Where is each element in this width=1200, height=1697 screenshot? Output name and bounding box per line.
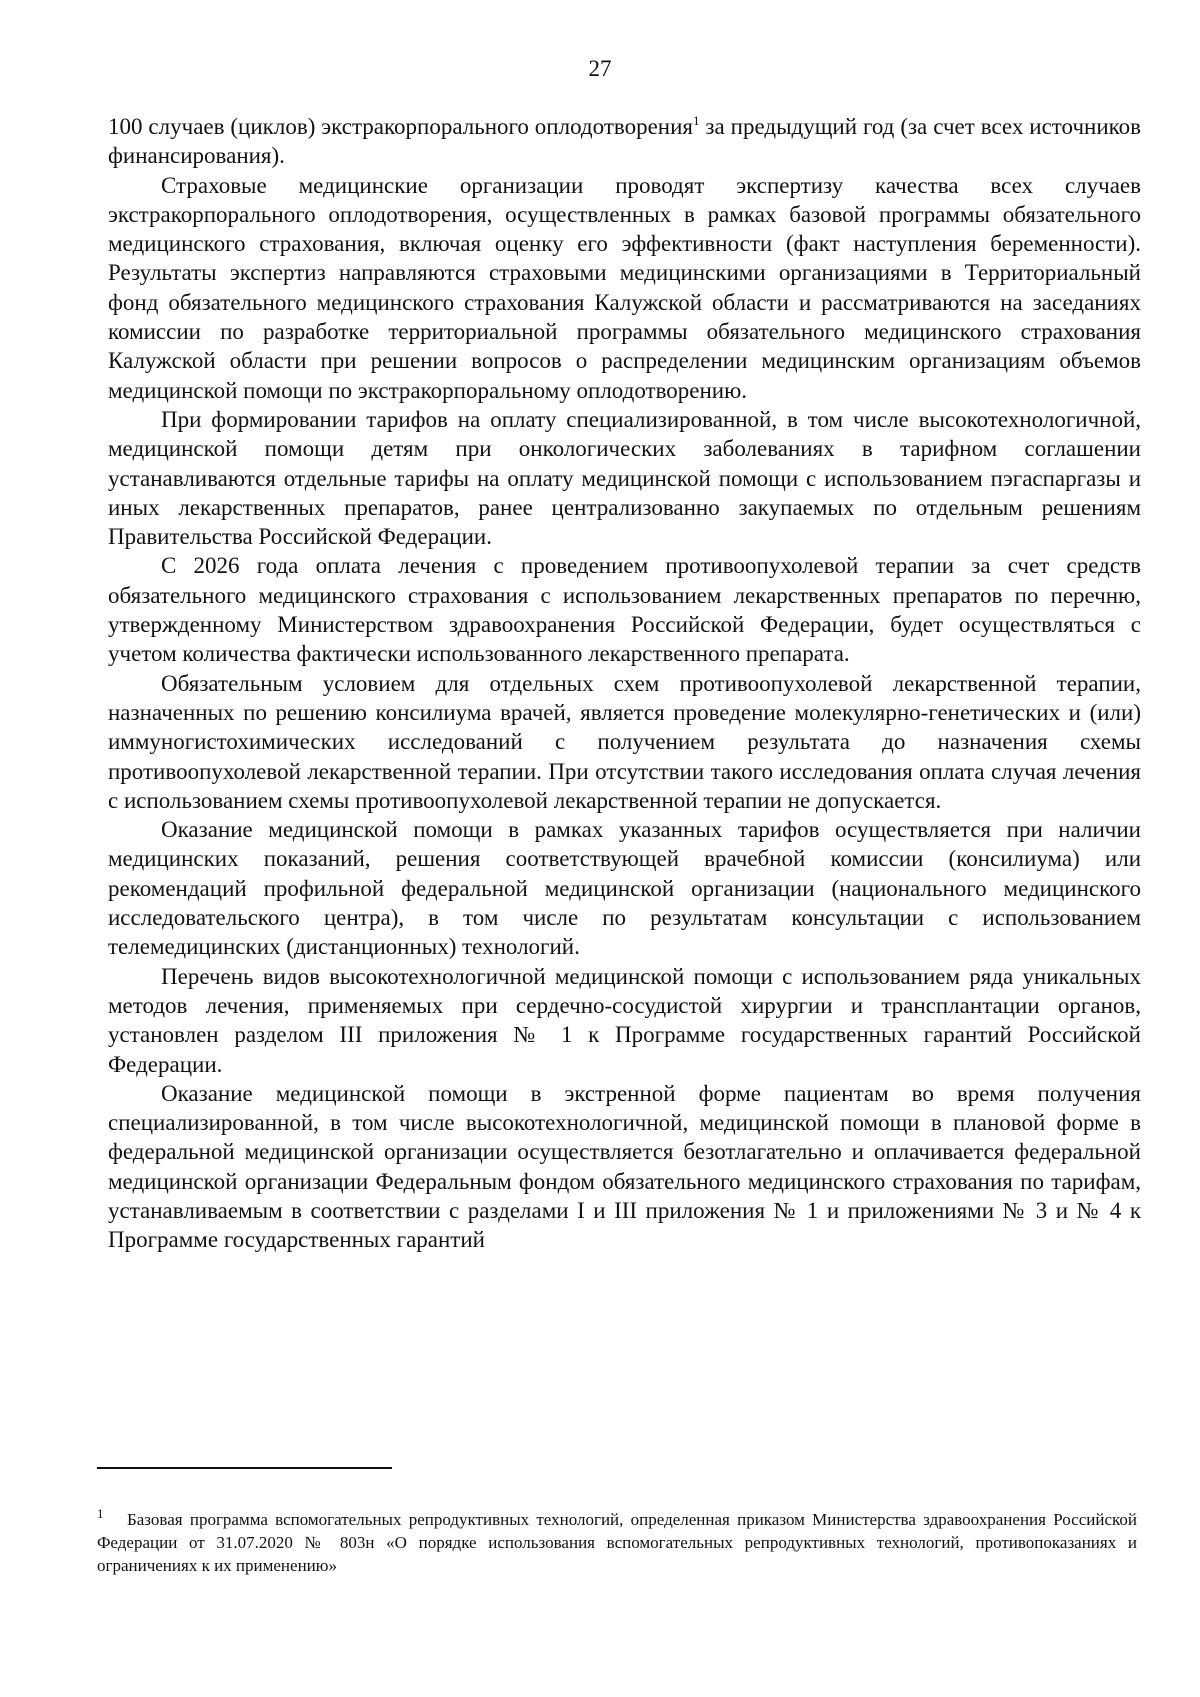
- paragraph-high-tech-list: Перечень видов высокотехнологичной медицинской помощи с использованием ряда уникальных методов лечения, применяемых при сердечно-сосудистой хирургии и трансплантации органов, установлен разделом III приложения № 1 к Программе государственных гарантий Российской Федерации.: [108, 963, 1141, 1077]
- document-body: [108, 112, 1141, 1255]
- footnote-divider: [97, 1467, 392, 1469]
- paragraph-text-after-footnote: за предыдущий год (за счет всех источников финансирования).: [108, 114, 1141, 169]
- paragraph-text: 100 случаев (циклов) экстракорпорального оплодотворения: [108, 114, 693, 139]
- paragraph-emergency-care: Оказание медицинской помощи в экстренной форме пациентам во время получения специализированной, в том числе высокотехнологичной, медицинской помощи в плановой форме в федеральной медицинской организации осуществляется безотлагательно и оплачивается федеральной медицинской организации Федеральным фондом обязательного медицинского страхования по тарифам, устанавливаемым в соответствии с разделами I и III приложения № 1 и приложениями № 3 и № 4 к Программе государственных гарантий: [108, 1080, 1141, 1253]
- footnote-text: Базовая программа вспомогательных репродуктивных технологий, определенная приказом Министерства здравоохранения Российской Федерации от 31.07.2020 № 803н «О порядке использования вспомогательных репродуктивных технологий, противопоказаниях и ограничениях к их применению»: [97, 1510, 1137, 1575]
- paragraph-mandatory-condition: Обязательным условием для отдельных схем противоопухолевой лекарственной терапии, назначенных по решению консилиума врачей, является проведение молекулярно-генетических и (или) иммуногистохимических исследований с получением результата до назначения схемы противоопухолевой лекарственной терапии. При отсутствии такого исследования оплата случая лечения с использованием схемы противоопухолевой лекарственной терапии не допускается.: [108, 670, 1141, 813]
- paragraph-continuation: [108, 112, 1141, 171]
- footnote: 1 Базовая программа вспомогательных репродуктивных технологий, определенная приказом Министерства здравоохранения Российской Федерации от 31.07.2020 № 803н «О порядке использования вспомогательных репродуктивных технологий, противопоказаниях и ограничениях к их применению»: [97, 1506, 1137, 1575]
- page-number: 27: [588, 56, 612, 81]
- footnote-reference: 1: [692, 113, 700, 128]
- paragraph-insurance-expertise: Страховые медицинские организации проводят экспертизу качества всех случаев экстракорпорального оплодотворения, осуществленных в рамках базовой программы обязательного медицинского страхования, включая оценку его эффективности (факт наступления беременности). Результаты экспертиз направляются страховыми медицинскими организациями в Территориальный фонд обязательного медицинского страхования Калужской области и рассматриваются на заседаниях комиссии по разработке территориальной программы обязательного медицинского страхования Калужской области при решении вопросов о распределении медицинским организациям объемов медицинской помощи по экстракорпоральному оплодотворению.: [108, 172, 1141, 403]
- paragraph-provision-of-care: Оказание медицинской помощи в рамках указанных тарифов осуществляется при наличии медицинских показаний, решения соответствующей врачебной комиссии (консилиума) или рекомендаций профильной федеральной медицинской организации (национального медицинского исследовательского центра), в том числе по результатам консультации с использованием телемедицинских (дистанционных) технологий.: [108, 817, 1141, 960]
- paragraph-tariffs-children-oncology: При формировании тарифов на оплату специализированной, в том числе высокотехнологичной, медицинской помощи детям при онкологических заболеваниях в тарифном соглашении устанавливаются отдельные тарифы на оплату медицинской помощи с использованием пэгаспаргазы и иных лекарственных препаратов, ранее централизованно закупаемых по отдельным решениям Правительства Российской Федерации.: [108, 406, 1141, 550]
- paragraph-2026-payment: С 2026 года оплата лечения с проведением противоопухолевой терапии за счет средств обязательного медицинского страхования с использованием лекарственных препаратов по перечню, утвержденному Министерством здравоохранения Российской Федерации, будет осуществляться с учетом количества фактически использованного лекарственного препарата.: [108, 553, 1141, 667]
